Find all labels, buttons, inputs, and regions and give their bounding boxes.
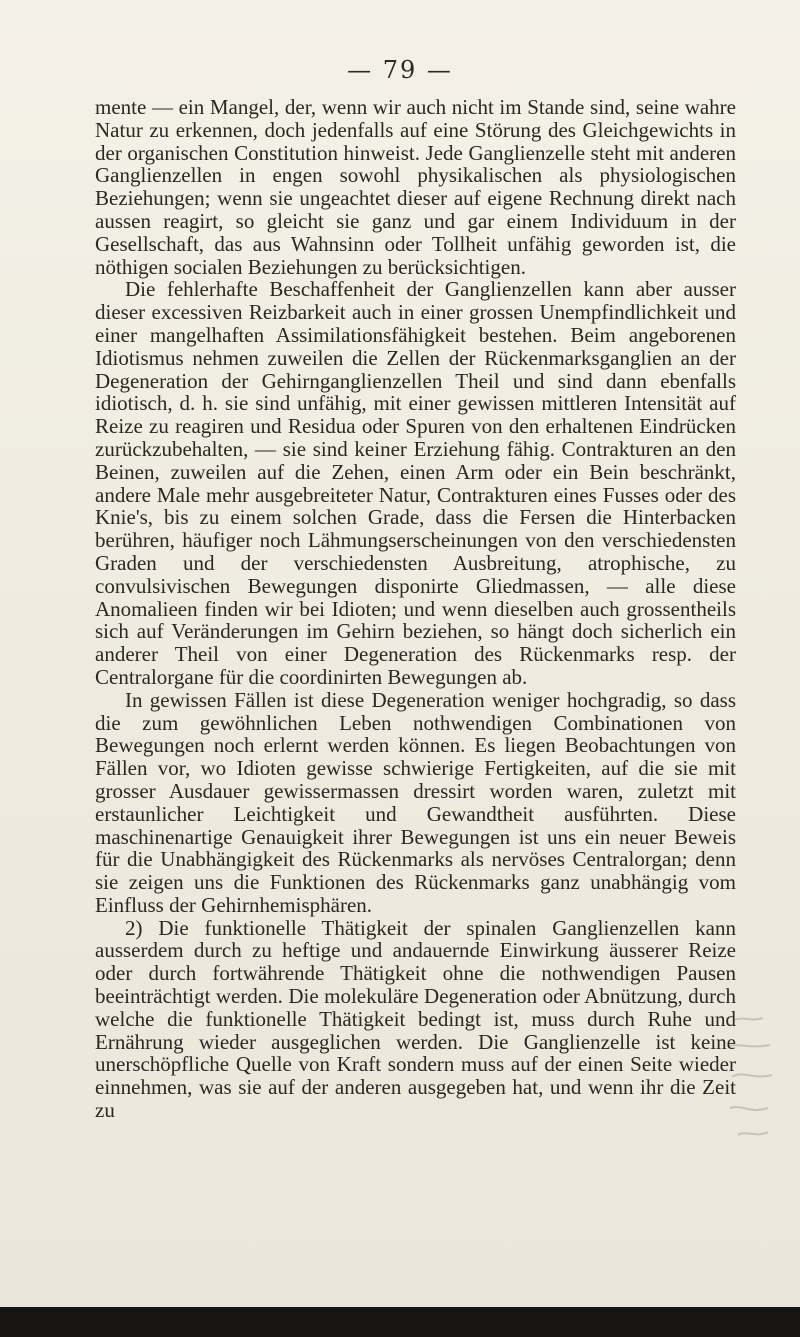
body-text [95, 96, 736, 1122]
paragraph-2: Die fehlerhafte Beschaffenheit der Ganglienzellen kann aber ausser dieser excessiven Reizbarkeit auch in einer grossen Unempfindlichkeit und einer mangelhaften Assimilationsfähigkeit bestehen. Beim angeborenen Idiotismus nehmen zuweilen die Zellen der Rückenmarksganglien an der Degeneration der Gehirnganglienzellen Theil und sind dann ebenfalls idiotisch, d. h. sie sind unfähig, mit einer gewissen mittleren Intensität auf Reize zu reagiren und Residua oder Spuren von den erhaltenen Eindrücken zurückzubehalten, — sie sind keiner Erziehung fähig. Contrakturen an den Beinen, zuweilen auf die Zehen, einen Arm oder ein Bein beschränkt, andere Male mehr ausgebreiteter Natur, Contrakturen eines Fusses oder des Knie's, bis zu einem solchen Grade, dass die Fersen die Hinterbacken berühren, häufiger noch Lähmungserscheinungen von den verschiedensten Graden und der verschiedensten Ausbreitung, atrophische, zu convulsivischen Bewegungen disponirte Gliedmassen, — alle diese Anomalieen finden wir bei Idioten; und wenn dieselben auch grossentheils sich auf Veränderungen im Gehirn beziehen, so hängt doch sicherlich ein anderer Theil von einer Degeneration des Rückenmarks resp. der Centralorgane für die coordinirten Bewegungen ab. [95, 277, 736, 689]
page-number: — 79 — [347, 56, 453, 84]
paragraph-4: 2) Die funktionelle Thätigkeit der spinalen Ganglienzellen kann ausserdem durch zu heftige und andauernde Einwirkung äusserer Reize oder durch fortwährende Thätigkeit ohne die nothwendigen Pausen beeinträchtigt werden. Die molekuläre Degeneration oder Abnützung, durch welche die funktionelle Thätigkeit bedingt ist, muss durch Ruhe und Ernährung wieder ausgeglichen werden. Die Ganglienzelle ist keine unerschöpfliche Quelle von Kraft sondern muss auf der einen Seite wieder einnehmen, was sie auf der anderen ausgegeben hat, und wenn ihr die Zeit zu [95, 915, 736, 1123]
paragraph-3: In gewissen Fällen ist diese Degeneration weniger hochgradig, so dass die zum gewöhnlichen Leben nothwendigen Combinationen von Bewegungen noch erlernt werden können. Es liegen Beobachtungen von Fällen vor, wo Idioten gewisse schwierige Fertigkeiten, auf die sie mit grosser Ausdauer gewissermassen dressirt worden waren, zuletzt mit erstaunlicher Leichtigkeit und Gewandtheit ausführten. Diese maschinenartige Genauigkeit ihrer Bewegungen ist uns ein neuer Beweis für die Unabhängigkeit des Rückenmarks als nervöses Centralorgan; denn sie zeigen uns die Funktionen des Rückenmarks ganz unabhängig vom Einfluss der Gehirnhemisphären. [95, 687, 736, 917]
bleed-through-marks [724, 1010, 780, 1150]
page-bottom-edge [0, 1307, 800, 1337]
paragraph-1: mente — ein Mangel, der, wenn wir auch nicht im Stande sind, seine wahre Natur zu erkennen, doch jedenfalls auf eine Störung des Gleichgewichts in der organischen Constitution hinweist. Jede Ganglienzelle steht mit anderen Ganglienzellen in engen sowohl physikalischen als physiologischen Beziehungen; wenn sie ungeachtet dieser auf eigene Rechnung direkt nach aussen reagirt, so gleicht sie ganz und gar einem Individuum in der Gesellschaft, das aus Wahnsinn oder Tollheit unfähig geworden ist, die nöthigen socialen Beziehungen zu berücksichtigen. [95, 95, 736, 279]
